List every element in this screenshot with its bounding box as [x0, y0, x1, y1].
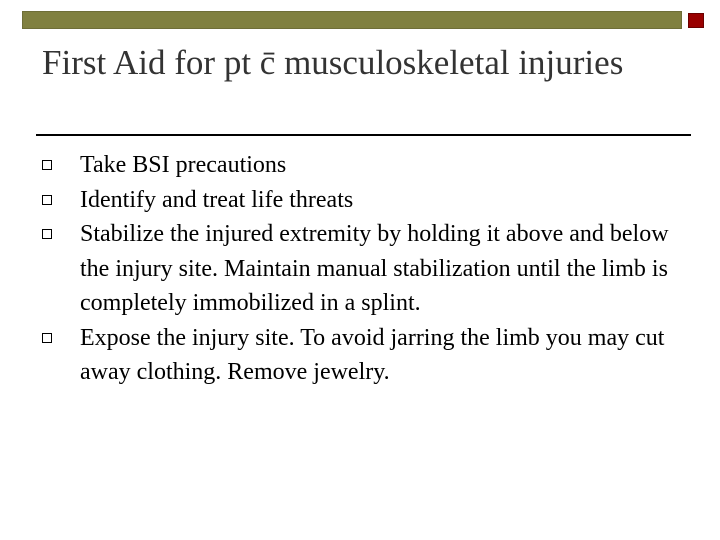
- slide-title: First Aid for pt c̄ musculoskeletal injuries: [42, 43, 624, 82]
- bullet-list: [42, 148, 682, 390]
- hollow-square-icon: [42, 333, 52, 343]
- bullet-text: Expose the injury site. To avoid jarring the limb you may cut away clothing. Remove jewelry.: [80, 324, 665, 385]
- top-decorative-bar: [22, 11, 682, 29]
- bullet-item: [42, 321, 682, 390]
- hollow-square-icon: [42, 229, 52, 239]
- bullet-item: [42, 148, 682, 183]
- bullet-text: Take BSI precautions: [80, 152, 287, 178]
- hollow-square-icon: [42, 195, 52, 205]
- bullet-item: [42, 183, 682, 218]
- bullet-item: [42, 217, 682, 321]
- hollow-square-icon: [42, 160, 52, 170]
- bullet-text: Stabilize the injured extremity by holding it above and below the injury site. Maintain manual stabilization until the limb is completely immobilized in a splint.: [80, 221, 669, 316]
- bullet-text: Identify and treat life threats: [80, 186, 354, 213]
- corner-square-decoration: [688, 13, 704, 28]
- title-divider: [36, 134, 691, 136]
